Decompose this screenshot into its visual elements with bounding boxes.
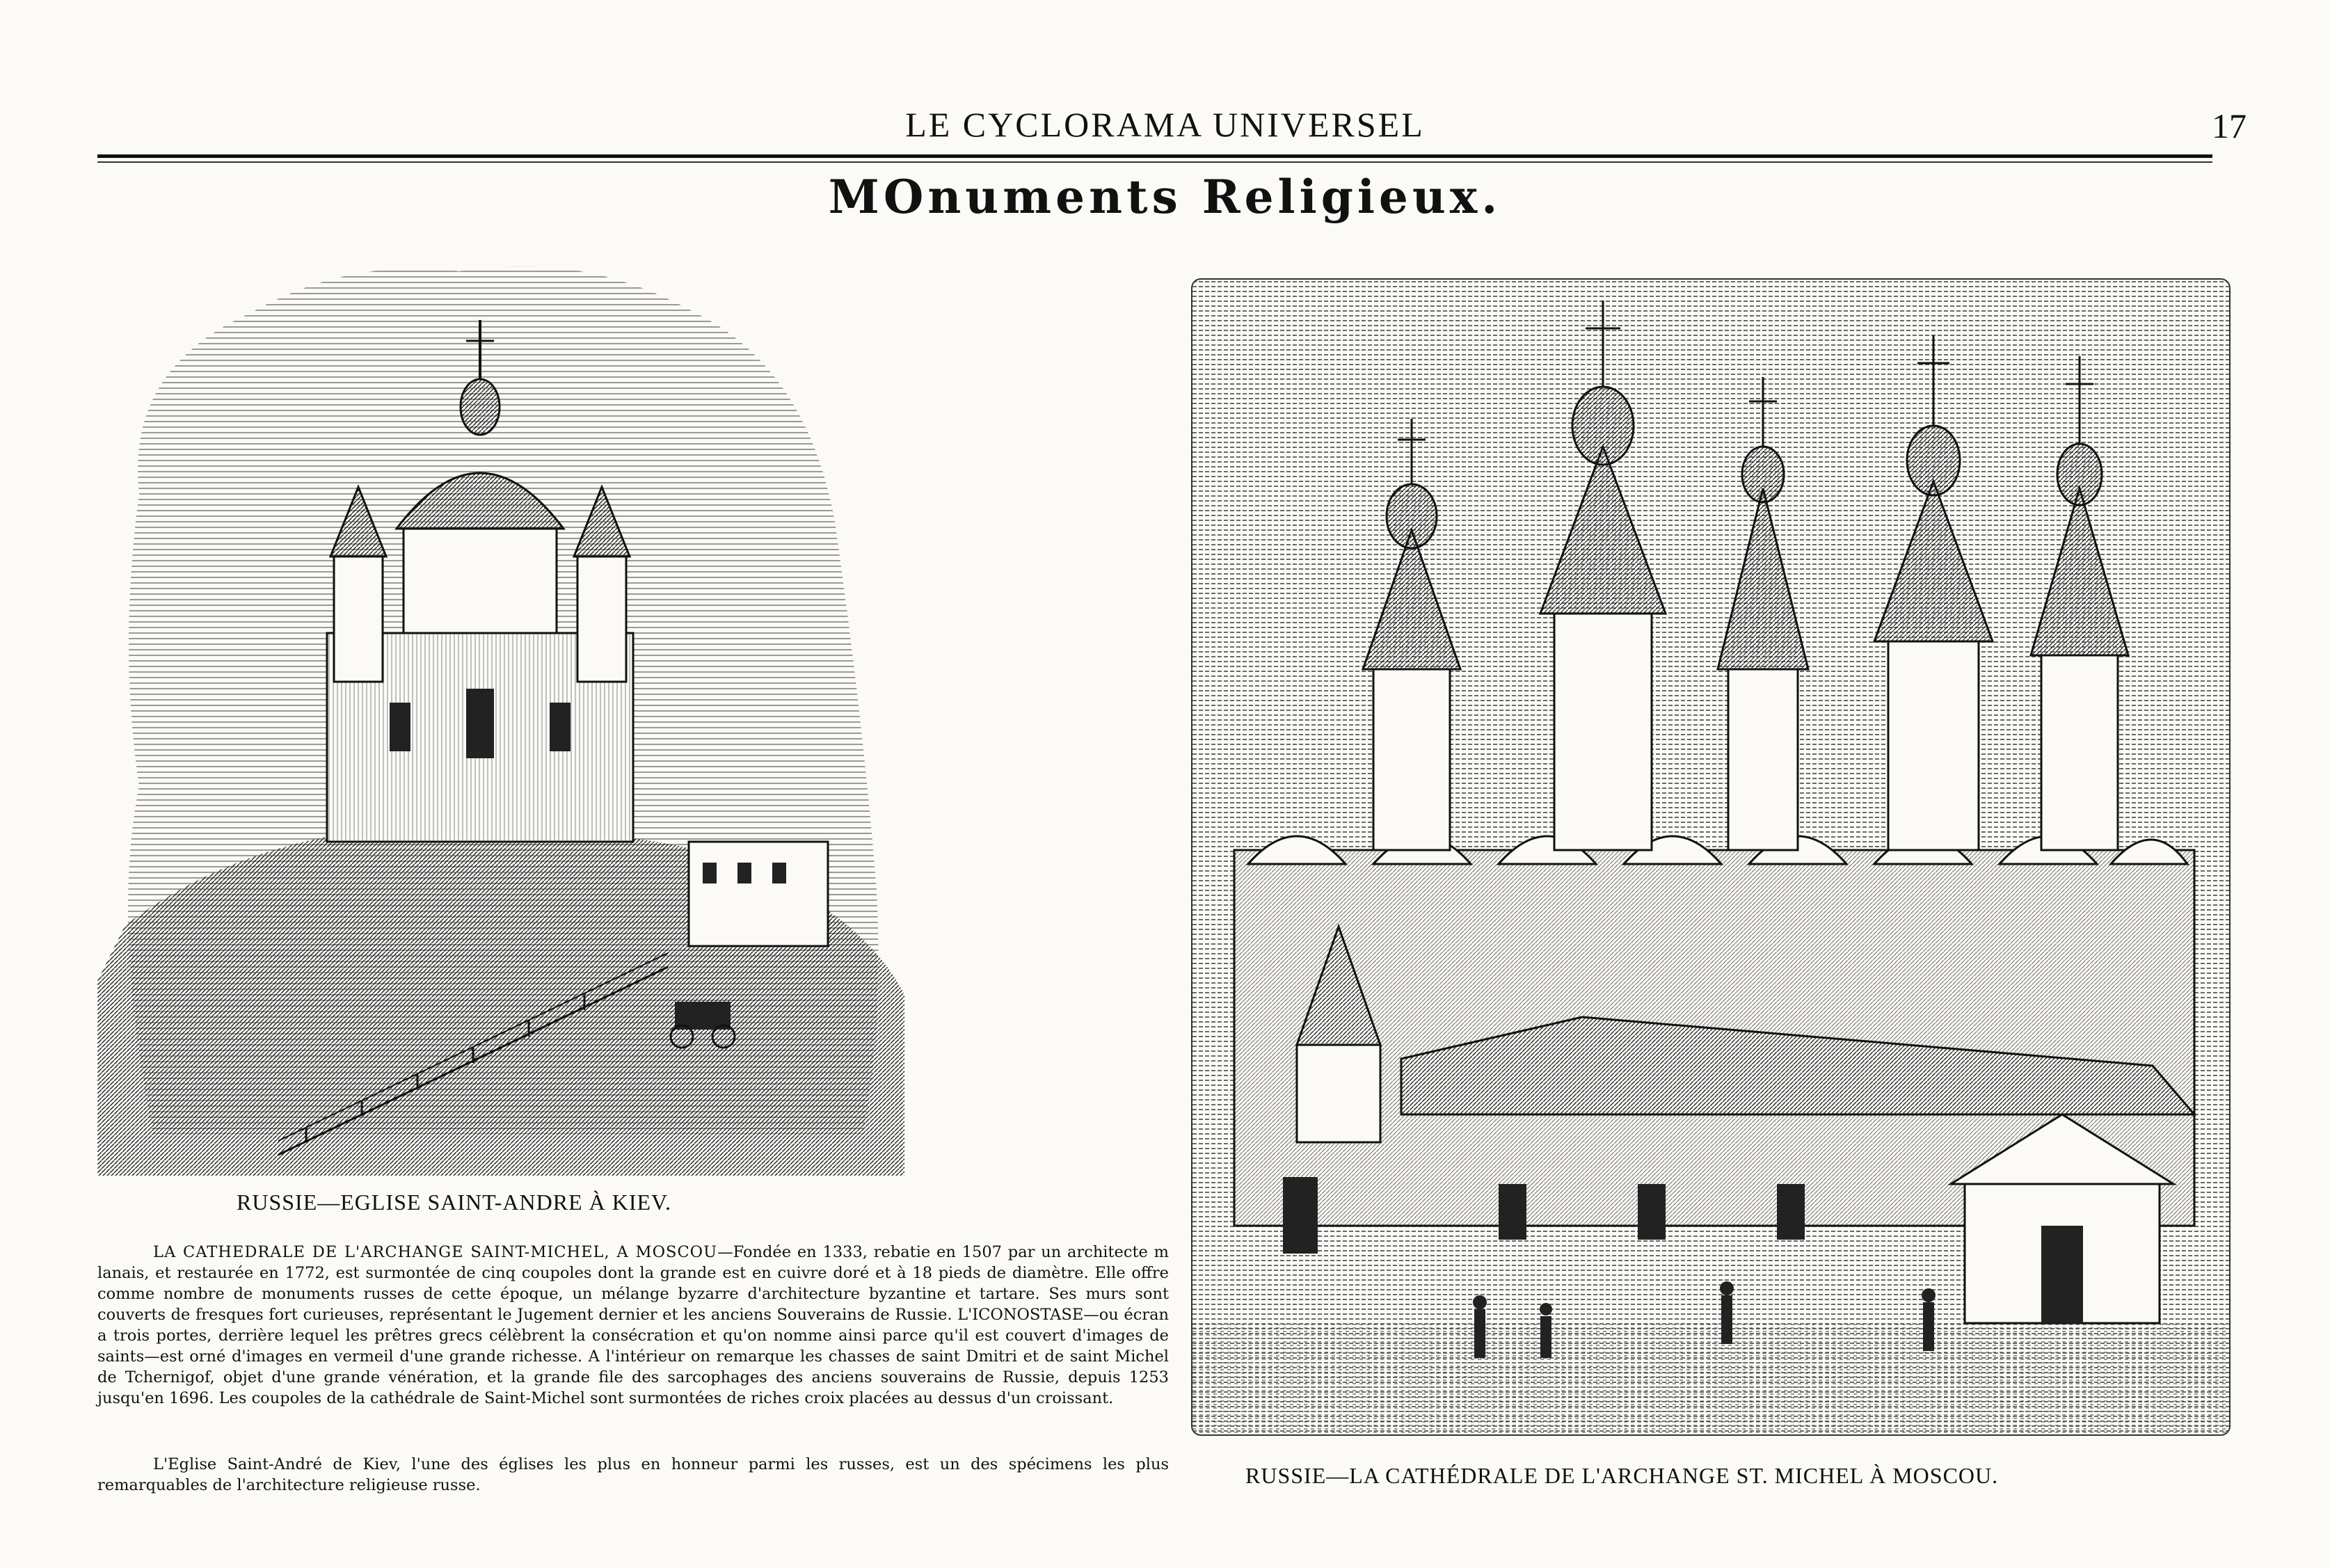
running-header: LE CYCLORAMA UNIVERSEL [905, 105, 1425, 144]
header-rule-thin [97, 161, 2212, 163]
header-rule [97, 154, 2212, 158]
church-engraving [97, 230, 932, 1176]
figure-caption-left: RUSSIE—EGLISE SAINT-ANDRE À KIEV. [237, 1190, 672, 1215]
cathedral-engraving [1191, 278, 2231, 1436]
paragraph-lead: LA CATHEDRALE DE L'ARCHANGE SAINT-MICHEL, A MOSCOU [153, 1243, 718, 1261]
paragraph-body: —Fondée en 1333, rebatie en 1507 par un architecte m lanais, et restaurée en 1772, est surmontée de cinq coupoles dont la grande est en cuivre doré et à 18 pieds de diamètre. Elle offre comme nombre de monuments russes de cette époque, un mélange byzarre d'architecture byzantine et tartare. Ses murs sont couverts de fresques fort curieuses, représentant le Jugement dernier et les anciens Souverains de Russie. L'ICONOSTASE—ou écran a trois portes, derrière lequel les prêtres grecs célèbrent la consécration et qu'on nomme ainsi parce qu'il est couvert d'images de saints—est orné d'images en vermeil d'une grande richesse. A l'intérieur on remarque les chasses de saint Dmitri et de saint Michel de Tchernigof, objet d'une grande vénération, et la grande file des sarcophages des anciens souverains de Russie, depuis 1253 jusqu'en 1696. Les coupoles de la cathédrale de Saint-Michel sont surmontées de riches croix placées au dessus d'un croissant. [97, 1243, 1169, 1407]
article-paragraph: L'Eglise Saint-André de Kiev, l'une des églises les plus en honneur parmi les russes, est un des spécimens les plus remarquables de l'architecture religieuse russe. [97, 1455, 1169, 1494]
page-number: 17 [2212, 106, 2247, 145]
article-paragraph [97, 1242, 1169, 1409]
figure-caption-right: RUSSIE—LA CATHÉDRALE DE L'ARCHANGE ST. MICHEL À MOSCOU. [1245, 1463, 1999, 1488]
section-title: MOnuments Religieux. [828, 170, 1502, 224]
